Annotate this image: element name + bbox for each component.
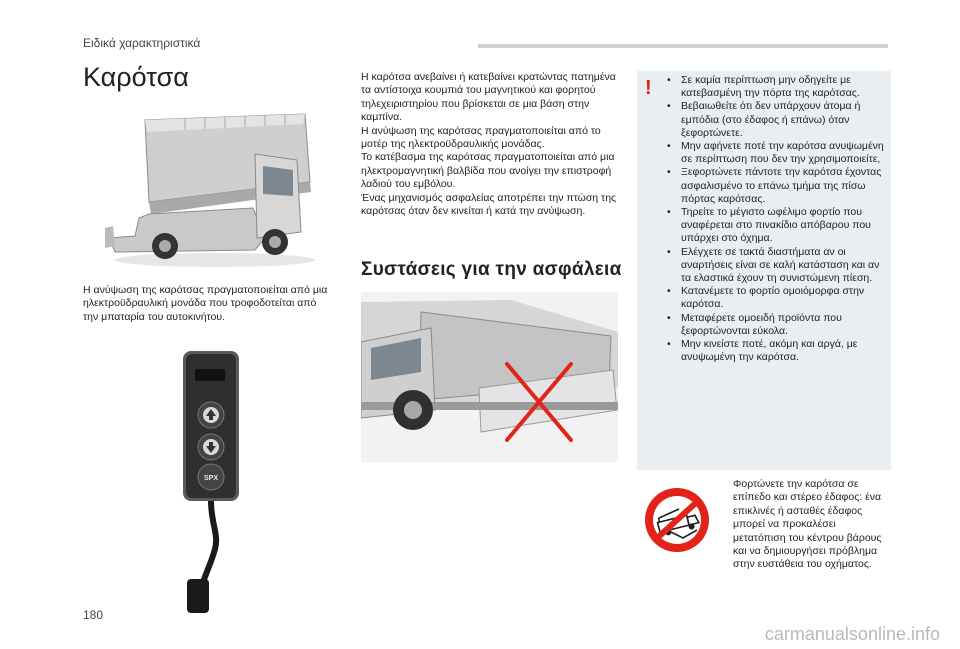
remote-control-illustration (181, 349, 241, 615)
operation-paragraph-2: Η ανύψωση της καρότσας πραγματοποιείται από το μοτέρ της ηλεκτροϋδραυλικής μονάδας. (361, 124, 601, 151)
watermark: carmanualsonline.info (764, 624, 940, 644)
list-item: • Μεταφέρετε ομοειδή προϊόντα που ξεφορτώνονται εύκολα. (667, 312, 885, 338)
list-item: • Κατανέμετε το φορτίο ομοιόμορφα στην καρότσα. (667, 285, 885, 311)
list-item: • Ξεφορτώνετε πάντοτε την καρότσα έχοντας ασφαλισμένο το επάνω τμήμα της πίσω πόρτας καρότσας. (667, 166, 885, 206)
spx-logo: SPX (203, 475, 219, 482)
list-item: • Σε καμία περίπτωση μην οδηγείτε με κατεβασμένη την πόρτα της καρότσας. (667, 74, 885, 100)
operation-paragraph-1: Η καρότσα ανεβαίνει ή κατεβαίνει κρατώντας πατημένα τα αντίστοιχα κουμπιά του μαγνητικού και φορητού τηλεχειριστηρίου που βρίσκεται σε μια βάση στην καμπίνα. (361, 71, 616, 124)
list-item: • Ελέγχετε σε τακτά διαστήματα αν οι αναρτήσεις είναι σε καλή κατάσταση και αν τα ελαστικά έχουν τη συνιστώμενη πίεση. (667, 246, 885, 286)
list-item: • Μην κινείστε ποτέ, ακόμη και αργά, με ανυψωμένη την καρότσα. (667, 338, 885, 364)
tipper-operation-text (361, 71, 619, 218)
stable-ground-notice: Φορτώνετε την καρότσα σε επίπεδο και στέρεο έδαφος: ένα επικλινές ή ασταθές έδαφος μπορεί να προκαλέσει μετατόπιση του κέντρου βάρους και να δημιουργήσει πρόβλημα στην ευστάθεια του οχήματος. (733, 478, 882, 571)
page-title: Καρότσα (83, 62, 189, 92)
safety-warning-list (667, 74, 885, 364)
tipper-truck-raised-illustration (105, 110, 317, 270)
page-number: 180 (83, 608, 104, 622)
list-item: • Μην αφήνετε ποτέ την καρότσα ανυψωμένη σε περίπτωση που δεν την χρησιμοποιείτε, (667, 140, 885, 166)
tipper-truck-crossed-illustration (361, 292, 618, 462)
unstable-ground-prohibition-icon (643, 486, 711, 554)
list-item: • Βεβαιωθείτε ότι δεν υπάρχουν άτομα ή εμπόδια (στο έδαφος ή επάνω) όταν ξεφορτώνετε. (667, 100, 885, 140)
header-rule (478, 44, 888, 48)
list-item: • Τηρείτε το μέγιστο ωφέλιμο φορτίο που αναφέρεται στο πινακίδιο απόβαρου που υπάρχει στο όχημα. (667, 206, 885, 246)
warning-exclamation-icon: ! (645, 77, 652, 99)
operation-paragraph-3: Το κατέβασμα της καρότσας πραγματοποιείται από μια ηλεκτρομαγνητική βαλβίδα που ανοίγει την επιστροφή λαδιού του εμβόλου. (361, 151, 615, 191)
hydraulic-unit-paragraph: Η ανύψωση της καρότσας πραγματοποιείται από μια ηλεκτροϋδραυλική μονάδα που τροφοδοτείται από την μπαταρία του αυτοκινήτου. (83, 284, 328, 323)
safety-section-title: Συστάσεις για την ασφάλεια (361, 259, 622, 280)
operation-paragraph-4: Ένας μηχανισμός ασφαλείας αποτρέπει την πτώση της καρότσας όταν δεν κινείται ή κατά την ανύψωση. (361, 191, 617, 218)
section-header: Ειδικά χαρακτηριστικά (83, 36, 201, 50)
